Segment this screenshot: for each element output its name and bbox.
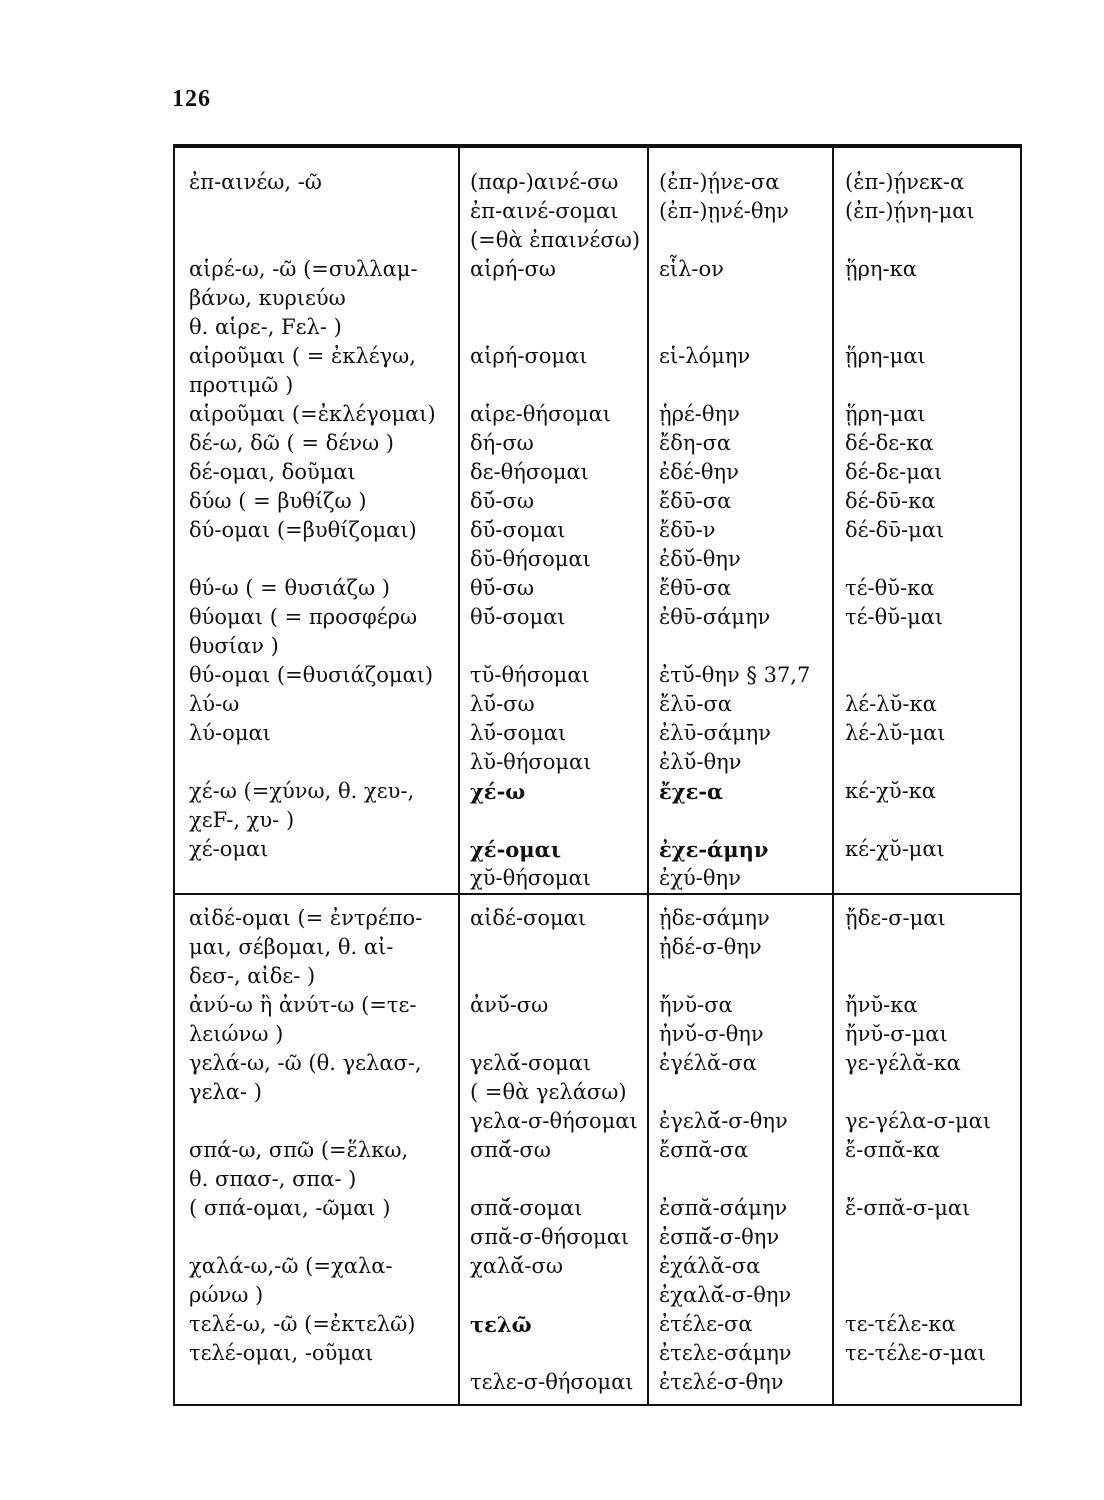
table-row — [0, 545, 1104, 574]
table-row — [0, 313, 1104, 342]
table-row — [0, 255, 1104, 284]
future-cell: αἰδέ-σομαι — [470, 906, 587, 930]
table-row — [0, 1049, 1104, 1078]
future-cell: σπᾰ́-σω — [470, 1138, 551, 1162]
table-row — [0, 1020, 1104, 1049]
future-cell: τῠ-θήσομαι — [470, 663, 590, 687]
table-row — [0, 342, 1104, 371]
aorist-cell: ἐλῡ-σάμην — [659, 721, 771, 745]
perfect-cell: ᾔδε-σ-μαι — [845, 906, 946, 930]
present-cell: αἱρέ-ω, -ῶ (=συλλαμ- — [189, 257, 418, 281]
table-row — [0, 661, 1104, 690]
future-cell: ἀνῠ́-σω — [470, 993, 549, 1017]
future-cell: λῠ-θήσομαι — [470, 750, 592, 774]
table-row — [0, 1078, 1104, 1107]
future-cell: γελα-σ-θήσομαι — [470, 1109, 638, 1133]
future-cell: (παρ-)αινέ-σω — [470, 170, 619, 194]
future-cell: σπᾰ-σ-θήσομαι — [470, 1225, 630, 1249]
table-row — [0, 962, 1104, 991]
present-cell: ρώνω ) — [189, 1283, 264, 1307]
present-cell: γελά-ω, -ῶ (θ. γελασ-, — [189, 1051, 422, 1075]
present-cell: δεσ-, αἰδε- ) — [189, 964, 316, 988]
table-row — [0, 835, 1104, 864]
table-row — [0, 1281, 1104, 1310]
present-cell: ( σπά-ομαι, -ῶμαι ) — [189, 1196, 391, 1220]
future-cell: αἱρε-θήσομαι — [470, 402, 612, 426]
table-row — [0, 371, 1104, 400]
perfect-cell: δέ-δε-μαι — [845, 460, 943, 484]
present-cell: προτιμῶ ) — [189, 373, 294, 397]
table-row — [0, 719, 1104, 748]
aorist-cell: ἐγέλᾰ-σα — [659, 1051, 757, 1075]
future-cell: δῡ́-σω — [470, 489, 534, 513]
aorist-cell: ἐτελέ-σ-θην — [659, 1370, 784, 1394]
perfect-cell: ἔ-σπᾰ-σ-μαι — [845, 1196, 971, 1220]
aorist-cell: εἱ-λόμην — [659, 344, 751, 368]
future-cell: λῡ́-σομαι — [470, 721, 567, 745]
present-cell: θυσίαν ) — [189, 634, 279, 658]
perfect-cell: ἔ-σπᾰ-κα — [845, 1138, 941, 1162]
perfect-cell: τε-τέλε-κα — [845, 1312, 956, 1336]
present-cell: δύ-ομαι (=βυθίζομαι) — [189, 518, 417, 542]
future-cell: δῡ́-σομαι — [470, 518, 566, 542]
table-row — [0, 197, 1104, 226]
present-cell: μαι, σέβομαι, θ. αἰ- — [189, 935, 394, 959]
aorist-cell: ἔδῡ-ν — [659, 518, 716, 542]
aorist-cell: ἐχάλᾰ-σα — [659, 1254, 761, 1278]
table-row — [0, 933, 1104, 962]
present-cell: χαλά-ω,-ῶ (=χαλα- — [189, 1254, 393, 1278]
table-row — [0, 168, 1104, 197]
table-row — [0, 1136, 1104, 1165]
aorist-cell: ᾑρέ-θην — [659, 402, 740, 426]
aorist-cell: ἔδη-σα — [659, 431, 732, 455]
aorist-cell: ἔδῡ-σα — [659, 489, 732, 513]
perfect-cell: (ἐπ-)ῄνεκ-α — [845, 170, 965, 194]
table-row — [0, 632, 1104, 661]
present-cell: λύ-ομαι — [189, 721, 271, 745]
perfect-cell: ᾕρη-μαι — [845, 344, 926, 368]
present-cell: θύομαι ( = προσφέρω — [189, 605, 418, 629]
table-row — [0, 806, 1104, 835]
future-cell: ἐπ-αινέ-σομαι — [470, 199, 619, 223]
perfect-cell: λέ-λῠ-μαι — [845, 721, 946, 745]
aorist-cell: ᾐδε-σάμην — [659, 906, 770, 930]
table-row — [0, 1194, 1104, 1223]
future-cell: αἱρή-σομαι — [470, 344, 588, 368]
present-cell: χέ-ομαι — [189, 837, 269, 861]
aorist-cell: εἷλ-ον — [659, 257, 724, 281]
table-row — [0, 991, 1104, 1020]
table-row — [0, 487, 1104, 516]
aorist-cell: ἠνῠ́-σ-θην — [659, 1022, 764, 1046]
present-cell: θύ-ομαι (=θυσιάζομαι) — [189, 663, 434, 687]
aorist-cell: ἐλῠ́-θην — [659, 750, 742, 774]
aorist-cell: ἐτελε-σάμην — [659, 1341, 792, 1365]
perfect-cell: ἤνῠ-σ-μαι — [845, 1022, 948, 1046]
table-row — [0, 603, 1104, 632]
future-cell: θῡ́-σομαι — [470, 605, 566, 629]
perfect-cell: ᾕρη-μαι — [845, 402, 926, 426]
present-cell: βάνω, κυριεύω — [189, 286, 346, 310]
future-cell: τελῶ — [470, 1312, 532, 1337]
aorist-cell: ἔθῡ-σα — [659, 576, 732, 600]
perfect-cell: λέ-λῠ-κα — [845, 692, 937, 716]
present-cell: δύω ( = βυθίζω ) — [189, 489, 367, 513]
present-cell: ἐπ-αινέω, -ῶ — [189, 170, 322, 194]
perfect-cell: κέ-χῠ-κα — [845, 779, 936, 803]
table-row — [0, 1165, 1104, 1194]
table-row — [0, 777, 1104, 806]
future-cell: δε-θήσομαι — [470, 460, 589, 484]
table-row — [0, 1339, 1104, 1368]
present-cell: λύ-ω — [189, 692, 240, 716]
future-cell: σπᾰ́-σομαι — [470, 1196, 583, 1220]
present-cell: σπά-ω, σπῶ (=ἕλκω, — [189, 1138, 409, 1162]
perfect-cell: κέ-χῠ-μαι — [845, 837, 945, 861]
future-cell: θῡ́-σω — [470, 576, 534, 600]
table-row — [0, 284, 1104, 313]
table-row — [0, 458, 1104, 487]
table-row — [0, 904, 1104, 933]
table-row — [0, 1368, 1104, 1397]
perfect-cell: τε-τέλε-σ-μαι — [845, 1341, 986, 1365]
present-cell: δέ-ομαι, δοῦμαι — [189, 460, 356, 484]
present-cell: θύ-ω ( = θυσιάζω ) — [189, 576, 390, 600]
present-cell: θ. σπασ-, σπα- ) — [189, 1167, 357, 1191]
present-cell: αἰδέ-ομαι (= ἐντρέπο- — [189, 906, 423, 930]
perfect-cell: δέ-δῡ-μαι — [845, 518, 945, 542]
table-row — [0, 690, 1104, 719]
present-cell: χέ-ω (=χύνω, θ. χευ-, — [189, 779, 415, 803]
table-row — [0, 429, 1104, 458]
future-cell: χῠ-θήσομαι — [470, 866, 591, 890]
table-row — [0, 1223, 1104, 1252]
table-row — [0, 864, 1104, 893]
table-row — [0, 1107, 1104, 1136]
aorist-cell: (ἐπ-)ῃνέ-θην — [659, 199, 789, 223]
table-row — [0, 516, 1104, 545]
aorist-cell: ἐδέ-θην — [659, 460, 739, 484]
present-cell: αἱροῦμαι (=ἐκλέγομαι) — [189, 402, 436, 426]
perfect-cell: γε-γέλα-σ-μαι — [845, 1109, 992, 1133]
present-cell: θ. αἱρε-, Fελ- ) — [189, 315, 342, 339]
aorist-cell: ᾐδέ-σ-θην — [659, 935, 762, 959]
table-row — [0, 1310, 1104, 1339]
perfect-cell: τέ-θῠ-μαι — [845, 605, 944, 629]
aorist-cell: ἐχε-άμην — [659, 837, 769, 862]
aorist-cell: ἐχύ-θην — [659, 866, 741, 890]
future-cell: δή-σω — [470, 431, 534, 455]
perfect-cell: τέ-θῠ-κα — [845, 576, 935, 600]
aorist-cell: ἐθῡ-σάμην — [659, 605, 771, 629]
aorist-cell: ἐσπᾰ́-σ-θην — [659, 1225, 780, 1249]
table-row — [0, 226, 1104, 255]
perfect-cell: γε-γέλᾰ-κα — [845, 1051, 961, 1075]
aorist-cell: ἔσπᾰ-σα — [659, 1138, 749, 1162]
future-cell: αἱρή-σω — [470, 257, 556, 281]
present-cell: τελέ-ω, -ῶ (=ἐκτελῶ) — [189, 1312, 416, 1336]
future-cell: χαλᾰ́-σω — [470, 1254, 563, 1278]
aorist-cell: ἔλῡ-σα — [659, 692, 732, 716]
present-cell: χεF-, χυ- ) — [189, 808, 295, 832]
future-cell: (=θὰ ἐπαινέσω) — [470, 228, 641, 252]
aorist-cell: ἐτῠ́-θην § 37,7 — [659, 663, 811, 687]
present-cell: λειώνω ) — [189, 1022, 284, 1046]
aorist-cell: ἤνῠ-σα — [659, 993, 733, 1017]
table-row — [0, 400, 1104, 429]
future-cell: ( =θὰ γελάσω) — [470, 1080, 627, 1104]
present-cell: ἀνύ-ω ἢ ἀνύτ-ω (=τε- — [189, 993, 417, 1017]
future-cell: γελᾰ́-σομαι — [470, 1051, 592, 1075]
aorist-cell: ἐσπᾰ-σάμην — [659, 1196, 788, 1220]
present-cell: γελα- ) — [189, 1080, 262, 1104]
future-cell: χέ-ομαι — [470, 837, 561, 862]
aorist-cell: (ἐπ-)ῄνε-σα — [659, 170, 780, 194]
perfect-cell: (ἐπ-)ῄνη-μαι — [845, 199, 975, 223]
future-cell: λῡ́-σω — [470, 692, 535, 716]
future-cell: τελε-σ-θήσομαι — [470, 1370, 634, 1394]
present-cell: δέ-ω, δῶ ( = δένω ) — [189, 431, 394, 455]
table-row — [0, 748, 1104, 777]
aorist-cell: ἐγελᾰ́-σ-θην — [659, 1109, 788, 1133]
perfect-cell: ἤνῠ-κα — [845, 993, 918, 1017]
aorist-cell: ἐτέλε-σα — [659, 1312, 753, 1336]
table-row — [0, 574, 1104, 603]
section-divider — [173, 893, 1022, 895]
future-cell: χέ-ω — [470, 779, 526, 804]
aorist-cell: ἔχε-α — [659, 779, 724, 804]
table-row — [0, 1252, 1104, 1281]
present-cell: τελέ-ομαι, -οῦμαι — [189, 1341, 374, 1365]
future-cell: δῠ-θήσομαι — [470, 547, 591, 571]
present-cell: αἱροῦμαι ( = ἐκλέγω, — [189, 344, 416, 368]
aorist-cell: ἐδῠ́-θην — [659, 547, 741, 571]
perfect-cell: δέ-δῡ-κα — [845, 489, 936, 513]
perfect-cell: ᾕρη-κα — [845, 257, 917, 281]
aorist-cell: ἐχαλᾰ́-σ-θην — [659, 1283, 792, 1307]
page-number: 126 — [172, 86, 211, 112]
perfect-cell: δέ-δε-κα — [845, 431, 934, 455]
